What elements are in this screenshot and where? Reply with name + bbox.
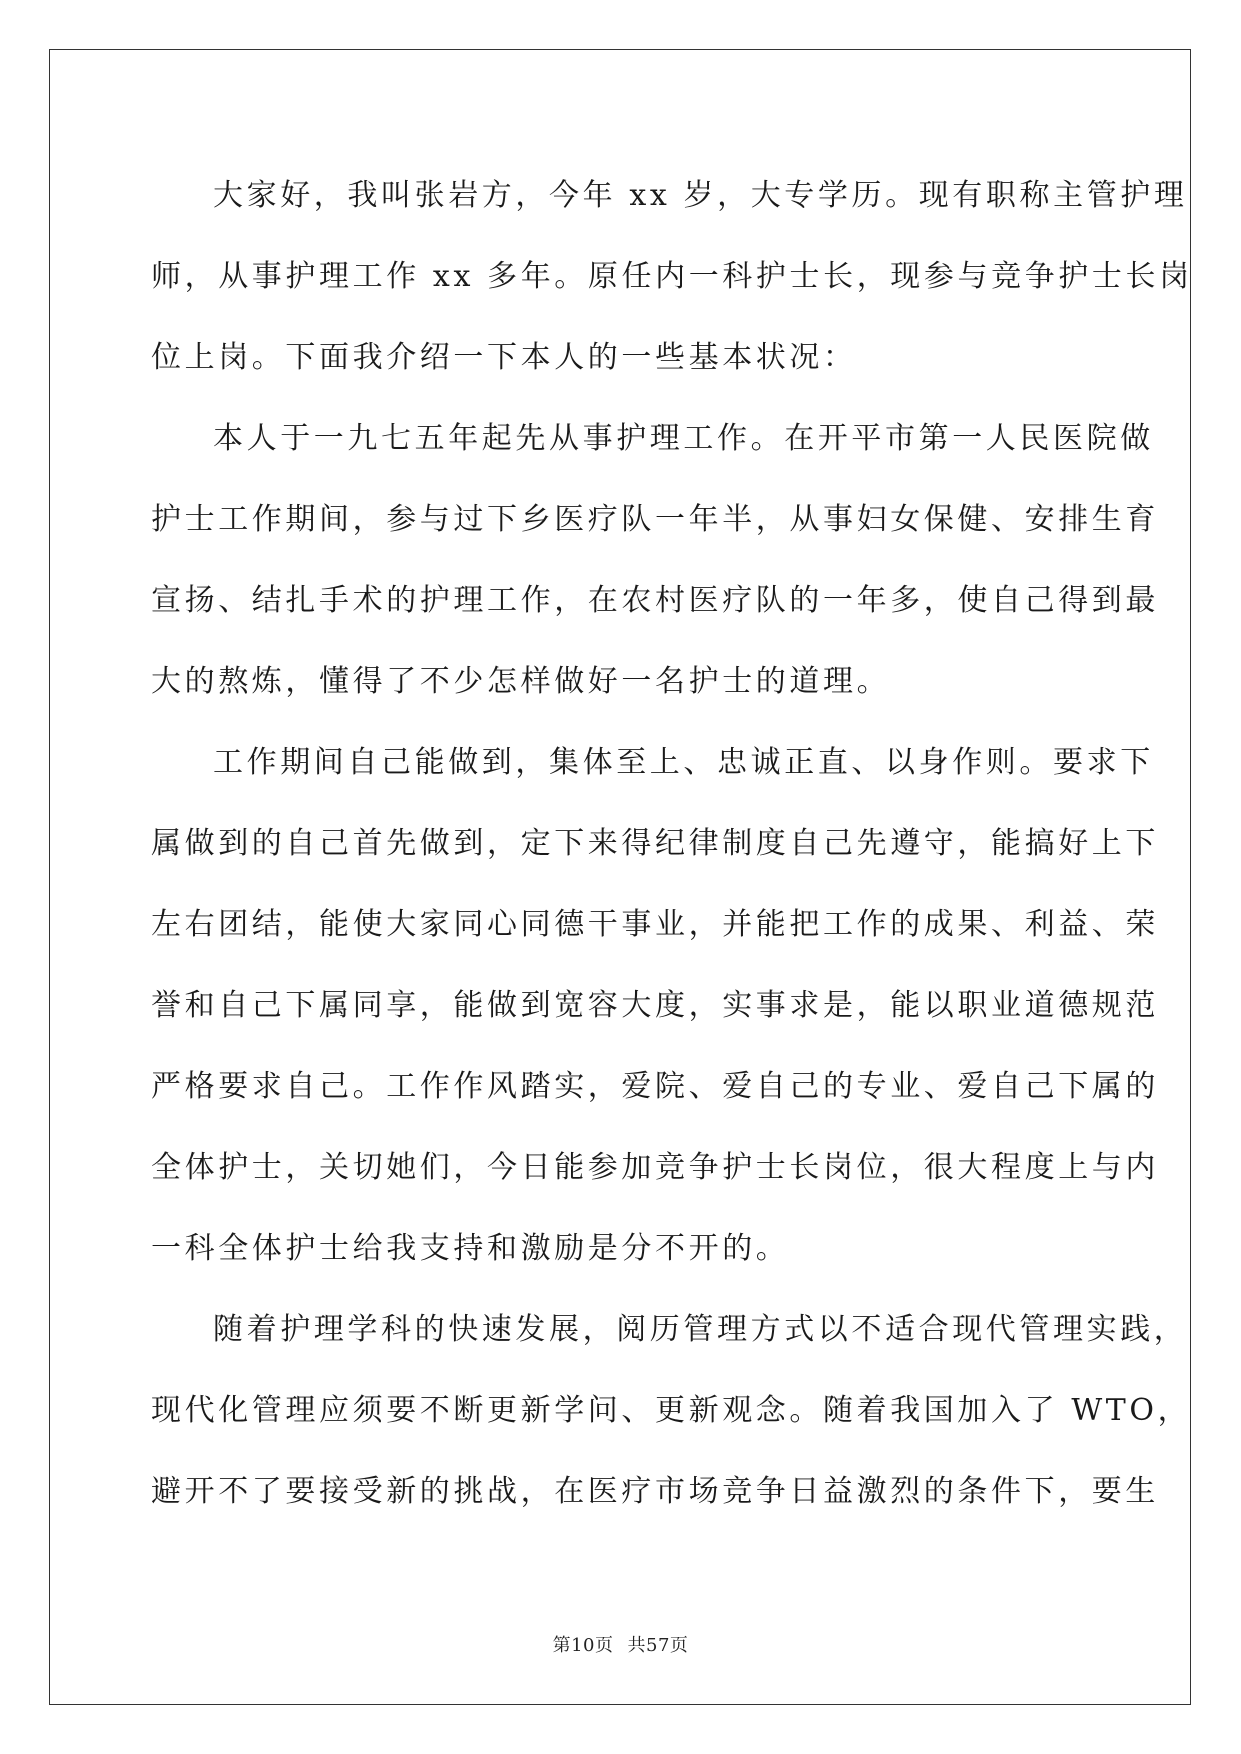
paragraph-3-line-2: 属做到的自己首先做到，定下来得纪律制度自己先遵守，能搞好上下 — [151, 826, 1159, 861]
paragraph-1-line-3: 位上岗。下面我介绍一下本人的一些基本状况： — [151, 340, 857, 375]
paragraph-3-line-5: 严格要求自己。工作作风踏实，爱院、爱自己的专业、爱自己下属的 — [151, 1069, 1159, 1104]
paragraph-1-line-1: 大家好，我叫张岩方，今年 xx 岁，大专学历。现有职称主管护理 — [213, 178, 1188, 213]
paragraph-3-line-7: 一科全体护士给我支持和激励是分不开的。 — [151, 1231, 790, 1266]
document-body — [151, 155, 1193, 1532]
paragraph-4-line-2: 现代化管理应须要不断更新学问、更新观念。随着我国加入了 WTO， — [151, 1393, 1192, 1428]
paragraph-2-line-3: 宣扬、结扎手术的护理工作，在农村医疗队的一年多，使自己得到最 — [151, 583, 1159, 618]
paragraph-1-line-2: 师，从事护理工作 xx 多年。原任内一科护士长，现参与竞争护士长岗 — [151, 259, 1193, 294]
paragraph-3-line-1: 工作期间自己能做到，集体至上、忠诚正直、以身作则。要求下 — [213, 745, 1154, 780]
page-footer — [0, 1631, 1241, 1657]
paragraph-3-line-6: 全体护士，关切她们，今日能参加竞争护士长岗位，很大程度上与内 — [151, 1150, 1159, 1185]
page-number: 第10页 — [552, 1635, 614, 1656]
paragraph-3-line-3: 左右团结，能使大家同心同德干事业，并能把工作的成果、利益、荣 — [151, 907, 1159, 942]
paragraph-4-line-3: 避开不了要接受新的挑战，在医疗市场竞争日益激烈的条件下，要生 — [151, 1474, 1159, 1509]
paragraph-4-line-1: 随着护理学科的快速发展，阅历管理方式以不适合现代管理实践， — [213, 1312, 1188, 1347]
paragraph-2-line-4: 大的熬炼，懂得了不少怎样做好一名护士的道理。 — [151, 664, 891, 699]
paragraph-2-line-2: 护士工作期间，参与过下乡医疗队一年半，从事妇女保健、安排生育 — [151, 502, 1159, 537]
total-pages: 共57页 — [627, 1635, 689, 1656]
paragraph-2-line-1: 本人于一九七五年起先从事护理工作。在开平市第一人民医院做 — [213, 421, 1154, 456]
paragraph-3-line-4: 誉和自己下属同享，能做到宽容大度，实事求是，能以职业道德规范 — [151, 988, 1159, 1023]
